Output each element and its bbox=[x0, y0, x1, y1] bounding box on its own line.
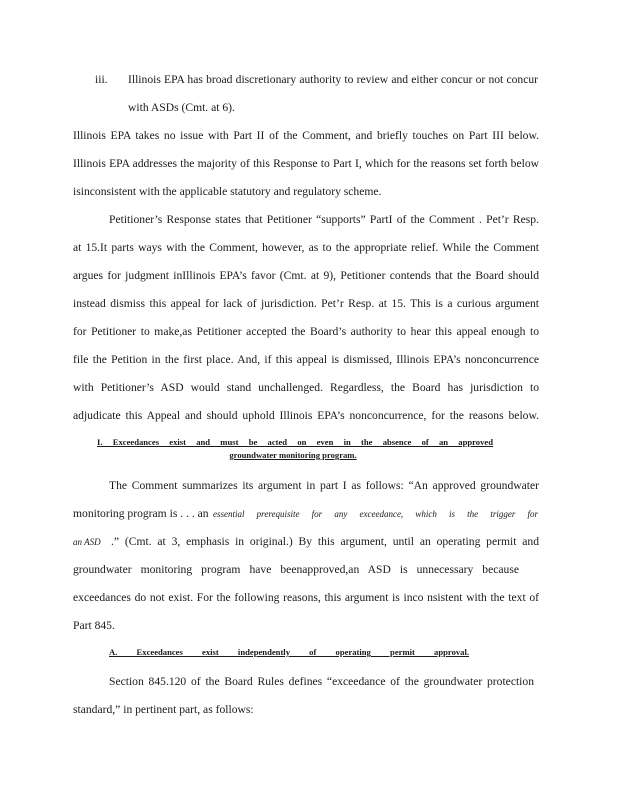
subsection-heading: A. Exceedances exist independently of operating permit approval. bbox=[109, 647, 469, 657]
paragraph-line: Part 845. bbox=[73, 619, 115, 632]
section-heading: groundwater monitoring program. bbox=[229, 450, 357, 460]
paragraph-line: Petitioner’s Response states that Petitioner “supports” PartI of the Comment . Pet’r Resp. bbox=[109, 213, 539, 226]
list-item-line: with ASDs (Cmt. at 6). bbox=[128, 101, 235, 114]
paragraph-line: instead dismiss this appeal for lack of jurisdiction. Pet’r Resp. at 15. This is a curious argument bbox=[73, 297, 539, 310]
paragraph-line: argues for judgment inIllinois EPA’s favor (Cmt. at 9), Petitioner contends that the Board should bbox=[73, 269, 539, 282]
list-item-line: Illinois EPA has broad discretionary authority to review and either concur or not concur bbox=[128, 73, 538, 86]
paragraph-line: with Petitioner’s ASD would stand unchallenged. Regardless, the Board has jurisdiction to bbox=[73, 381, 539, 394]
emphasis-text: an ASD bbox=[73, 537, 101, 547]
paragraph-line: groundwater monitoring program have beenapproved,an ASD is unnecessary because bbox=[73, 563, 519, 576]
paragraph-line: isinconsistent with the applicable statutory and regulatory scheme. bbox=[73, 185, 382, 198]
paragraph-line: Illinois EPA takes no issue with Part II of the Comment, and briefly touches on Part III below. bbox=[73, 129, 539, 142]
list-item-number: iii. bbox=[95, 73, 108, 86]
paragraph-line: adjudicate this Appeal and should uphold Illinois EPA’s nonconcurrence, for the reasons below. bbox=[73, 409, 539, 422]
paragraph-line: standard,” in pertinent part, as follows: bbox=[73, 703, 254, 716]
paragraph-line: for Petitioner to make,as Petitioner accepted the Board’s authority to hear this appeal enough to bbox=[73, 325, 539, 338]
paragraph-line: at 15.It parts ways with the Comment, however, as to the appropriate relief. While the Comment bbox=[73, 241, 539, 254]
section-heading: I. Exceedances exist and must be acted on even in the absence of an approved bbox=[97, 437, 493, 447]
paragraph-line: exceedances do not exist. For the following reasons, this argument is inco nsistent with the text of bbox=[73, 591, 539, 604]
paragraph-line: The Comment summarizes its argument in part I as follows: “An approved groundwater bbox=[109, 479, 539, 492]
paragraph-line: monitoring program is . . . an bbox=[73, 507, 209, 520]
paragraph-line: Section 845.120 of the Board Rules defines “exceedance of the groundwater protection bbox=[109, 675, 534, 688]
paragraph-line: .” (Cmt. at 3, emphasis in original.) By this argument, until an operating permit and bbox=[111, 535, 539, 548]
paragraph-line: file the Petition in the first place. And, if this appeal is dismissed, Illinois EPA’s nonconcurrence bbox=[73, 353, 539, 366]
emphasis-text: essential prerequisite for any exceedance, which is the trigger for bbox=[213, 509, 538, 519]
paragraph-line: Illinois EPA addresses the majority of this Response to Part I, which for the reasons set forth below bbox=[73, 157, 539, 170]
